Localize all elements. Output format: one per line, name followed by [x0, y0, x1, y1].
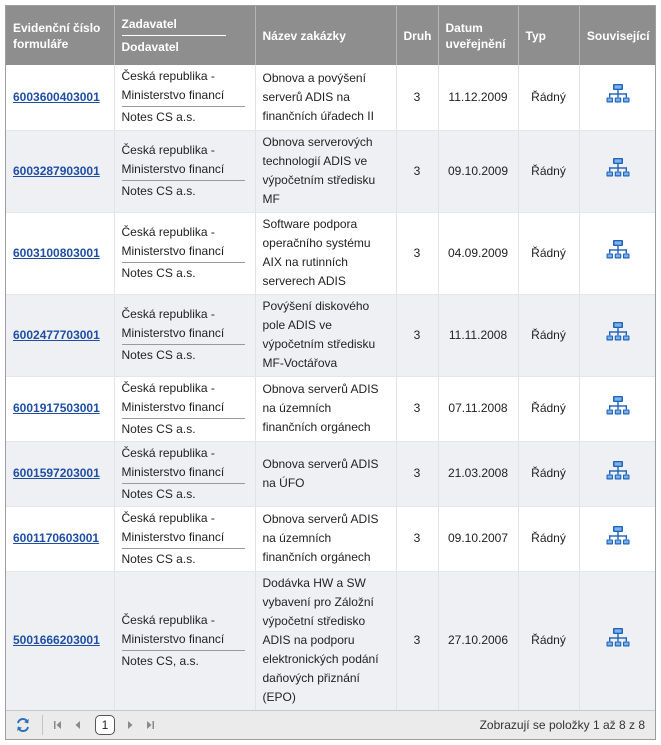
published-date: 11.12.2009 [438, 65, 518, 130]
refresh-icon[interactable] [12, 714, 34, 736]
header-kind[interactable] [396, 6, 438, 65]
published-date: 04.09.2009 [438, 212, 518, 294]
header-type[interactable] [518, 6, 579, 65]
header-authority-supplier[interactable] [114, 6, 255, 65]
party-cell [114, 571, 255, 710]
contract-name: Software podpora operačního systému AIX na rutinních serverech ADIS [255, 212, 396, 294]
supplier: Notes CS a.s. [121, 486, 196, 501]
published-date: 09.10.2009 [438, 130, 518, 212]
published-date: 27.10.2006 [438, 571, 518, 710]
party-cell [114, 376, 255, 441]
header-type-label: Typ [525, 28, 546, 43]
hierarchy-icon[interactable] [606, 627, 630, 649]
contract-name: Dodávka HW a SW vybavení pro Záložní výpočetní středisko ADIS na podporu elektronických podání daňových přiznání (EPO) [255, 571, 396, 710]
hierarchy-icon[interactable] [606, 239, 630, 261]
table-body [6, 65, 656, 710]
type: Řádný [518, 571, 579, 710]
hierarchy-icon[interactable] [606, 83, 630, 105]
header-published-date-label: Datum uveřejnění [445, 20, 506, 51]
header-related[interactable] [579, 6, 656, 65]
table-row [6, 506, 656, 571]
contract-name: Obnova a povýšení serverů ADIS na finančních úřadech II [255, 65, 396, 130]
published-date: 21.03.2008 [438, 441, 518, 506]
type: Řádný [518, 65, 579, 130]
last-page-icon[interactable] [143, 715, 157, 735]
header-published-date[interactable] [438, 6, 518, 65]
form-number-link[interactable]: 6001597203001 [13, 466, 100, 480]
supplier: Notes CS, a.s. [121, 653, 199, 668]
contracting-authority: Česká republika - Ministerstvo financí [122, 509, 245, 549]
contracting-authority: Česká republika - Ministerstvo financí [122, 67, 245, 107]
pager [6, 710, 655, 739]
kind: 3 [396, 571, 438, 710]
contract-name: Obnova serverů ADIS na územních finančních orgánech [255, 376, 396, 441]
type: Řádný [518, 212, 579, 294]
supplier: Notes CS a.s. [121, 184, 196, 198]
type: Řádný [518, 294, 579, 376]
contracting-authority: Česká republika - Ministerstvo financí [122, 444, 245, 484]
form-number-cell [6, 130, 114, 212]
header-contract-name-label: Název zakázky [262, 28, 346, 43]
form-number-link[interactable]: 6003100803001 [13, 245, 100, 260]
contracting-authority: Česká republika - Ministerstvo financí [122, 611, 245, 651]
form-number-link[interactable]: 6001917503001 [13, 401, 100, 415]
party-cell [114, 130, 255, 212]
header-related-label: Související [586, 28, 650, 43]
contract-name: Povýšení diskového pole ADIS ve výpočetním středisku MF-Voctářova [255, 294, 396, 376]
type: Řádný [518, 130, 579, 212]
header-form-number[interactable] [6, 6, 114, 65]
table-row [6, 294, 656, 376]
published-date: 09.10.2007 [438, 506, 518, 571]
contracting-authority: Česká republika - Ministerstvo financí [122, 305, 245, 345]
table-row [6, 376, 656, 441]
type: Řádný [518, 441, 579, 506]
header-kind-label: Druh [403, 28, 432, 43]
contract-name: Obnova serverových technologií ADIS ve výpočetním středisku MF [255, 130, 396, 212]
kind: 3 [396, 212, 438, 294]
header-authority-label: Zadavatel [122, 16, 226, 36]
party-cell [114, 294, 255, 376]
form-number-cell [6, 212, 114, 294]
published-date: 07.11.2008 [438, 376, 518, 441]
supplier: Notes CS a.s. [121, 110, 196, 125]
table-row [6, 65, 656, 130]
related-cell [579, 441, 656, 506]
form-number-link[interactable]: 5001666203001 [13, 633, 100, 647]
form-number-cell [6, 441, 114, 506]
supplier: Notes CS a.s. [121, 421, 196, 436]
party-cell [114, 506, 255, 571]
form-number-link[interactable]: 6003600403001 [13, 89, 100, 104]
kind: 3 [396, 506, 438, 571]
contract-name: Obnova serverů ADIS na ÚFO [255, 441, 396, 506]
table-row [6, 571, 656, 710]
type: Řádný [518, 376, 579, 441]
related-cell [579, 376, 656, 441]
hierarchy-icon[interactable] [606, 321, 630, 343]
party-cell [114, 65, 255, 130]
contract-name: Obnova serverů ADIS na územních finančních orgánech [255, 506, 396, 571]
supplier: Notes CS a.s. [121, 348, 196, 362]
form-number-link[interactable]: 6002477703001 [13, 327, 100, 342]
current-page-input[interactable]: 1 [95, 715, 115, 735]
contracts-table [6, 6, 656, 711]
supplier: Notes CS a.s. [121, 266, 196, 280]
party-cell [114, 212, 255, 294]
hierarchy-icon[interactable] [606, 157, 630, 179]
header-supplier-label: Dodavatel [121, 40, 179, 54]
hierarchy-icon[interactable] [606, 395, 630, 417]
contracts-grid [5, 5, 656, 740]
header-row [6, 6, 656, 65]
header-form-number-label: Evidenční číslo formuláře [13, 20, 101, 51]
published-date: 11.11.2008 [438, 294, 518, 376]
form-number-link[interactable]: 6001170603001 [13, 531, 100, 545]
first-page-icon[interactable] [51, 715, 65, 735]
contracting-authority: Česká republika - Ministerstvo financí [122, 223, 245, 263]
next-page-icon[interactable] [123, 715, 137, 735]
form-number-cell [6, 294, 114, 376]
party-cell [114, 441, 255, 506]
contracting-authority: Česká republika - Ministerstvo financí [122, 141, 245, 181]
related-cell [579, 294, 656, 376]
table-row [6, 130, 656, 212]
contracting-authority: Česká republika - Ministerstvo financí [122, 379, 245, 419]
supplier: Notes CS a.s. [121, 551, 196, 566]
kind: 3 [396, 441, 438, 506]
pager-info: Zobrazují se položky 1 až 8 z 8 [479, 718, 645, 732]
related-cell [579, 506, 656, 571]
kind: 3 [396, 294, 438, 376]
table-row [6, 441, 656, 506]
table-row [6, 212, 656, 294]
form-number-cell [6, 506, 114, 571]
hierarchy-icon[interactable] [606, 525, 630, 547]
form-number-cell [6, 571, 114, 710]
pager-separator [42, 715, 43, 735]
header-contract-name[interactable] [255, 6, 396, 65]
form-number-cell [6, 65, 114, 130]
prev-page-icon[interactable] [71, 715, 85, 735]
form-number-cell [6, 376, 114, 441]
related-cell [579, 212, 656, 294]
kind: 3 [396, 65, 438, 130]
type: Řádný [518, 506, 579, 571]
related-cell [579, 571, 656, 710]
kind: 3 [396, 376, 438, 441]
related-cell [579, 130, 656, 212]
form-number-link[interactable]: 6003287903001 [13, 163, 100, 178]
kind: 3 [396, 130, 438, 212]
related-cell [579, 65, 656, 130]
hierarchy-icon[interactable] [606, 460, 630, 482]
